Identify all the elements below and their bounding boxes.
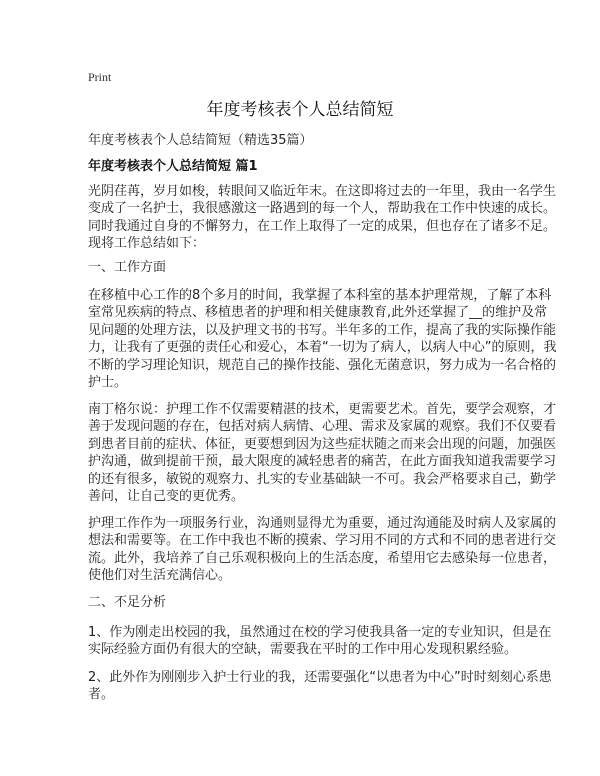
text-line: 流。此外，我培养了自己乐观积极向上的生活态度，希望用它去感染每一位患者， [88,550,557,566]
print-link[interactable]: Print [88,70,112,84]
text-line: 护士。 [88,374,128,390]
page-title: 年度考核表个人总结简短 [206,100,394,120]
text-line: 力，让我有了更强的责任心和爱心，本着“一切为了病人，以病人中心”的原则，我 [88,340,557,356]
text-line: 想法和需要等。在工作中我也不断的摸索、学习用不同的方式和不同的患者进行交 [88,533,557,549]
text-line: 实际经验方面仍有很大的空缺，需要我在平时的工作中用心发现积累经验。 [88,642,518,658]
paragraph-intro [88,183,557,253]
text-line: 善问，让自己变的更优秀。 [88,488,245,504]
text-line: 南丁格尔说：护理工作不仅需要精湛的技术，更需要艺术。首先，要学会观察，才 [88,402,557,417]
text-line: 到患者目前的症状、体征，更要想到因为这些症状随之而来会出现的问题，加强医 [88,436,557,452]
text-line: 护沟通，做到提前干预，最大限度的减轻患者的痛苦，在此方面我知道我需要学习 [88,454,557,470]
text-line: 现将工作总结如下： [88,236,206,252]
list-item [88,669,552,704]
text-line: 的还有很多，敏锐的观察力、扎实的专业基础缺一不可。我会严格要求自己，勤学 [88,471,557,487]
text-line: 见问题的处理方法，以及护理文书的书写。半年多的工作，提高了我的实际操作能 [88,322,557,338]
section-heading-work: 一、工作方面 [88,260,167,275]
text-line: 善于发现问题的存在，包括对病人病情、心理、需求及家属的观察。我们不仅要看 [88,419,557,435]
text-line: 室常见疾病的特点、移植患者的护理和相关健康教育,此外还掌握了__的维护及常 [88,305,548,321]
section-heading-shortcomings: 二、不足分析 [88,595,167,610]
paragraph-work-2 [88,401,557,505]
paragraph-work-1 [88,287,557,391]
text-line: 2、此外作为刚刚步入护士行业的我，还需要强化“以患者为中心”时时刻刻心系患 [88,670,552,685]
text-line: 同时我通过自身的不懈努力，在工作上取得了一定的成果，但也存在了诸多不足。 [88,218,557,234]
text-line: 1、作为刚走出校园的我，虽然通过在校的学习使我具备一定的专业知识，但是在 [88,625,552,640]
text-line: 光阴荏苒，岁月如梭，转眼间又临近年末。在这即将过去的一年里，我由一名学生 [88,184,557,199]
article-heading: 年度考核表个人总结简短 篇1 [88,159,258,174]
paragraph-work-3 [88,515,557,585]
text-line: 者。 [88,687,115,703]
text-line: 不断的学习理论知识，规范自己的操作技能、强化无菌意识，努力成为一名合格的 [88,357,557,373]
list-item [88,624,552,659]
text-line: 在移植中心工作的8个多月的时间，我掌握了本科室的基本护理常规，了解了本科 [88,288,552,303]
text-line: 使他们对生活充满信心。 [88,568,232,584]
text-line: 变成了一名护士，我很感激这一路遇到的每一个人，帮助我在工作中快速的成长。 [88,201,557,217]
text-line: 护理工作作为一项服务行业，沟通则显得尤为重要，通过沟通能及时病人及家属的 [88,516,557,531]
subtitle: 年度考核表个人总结简短（精选35篇） [88,133,313,148]
